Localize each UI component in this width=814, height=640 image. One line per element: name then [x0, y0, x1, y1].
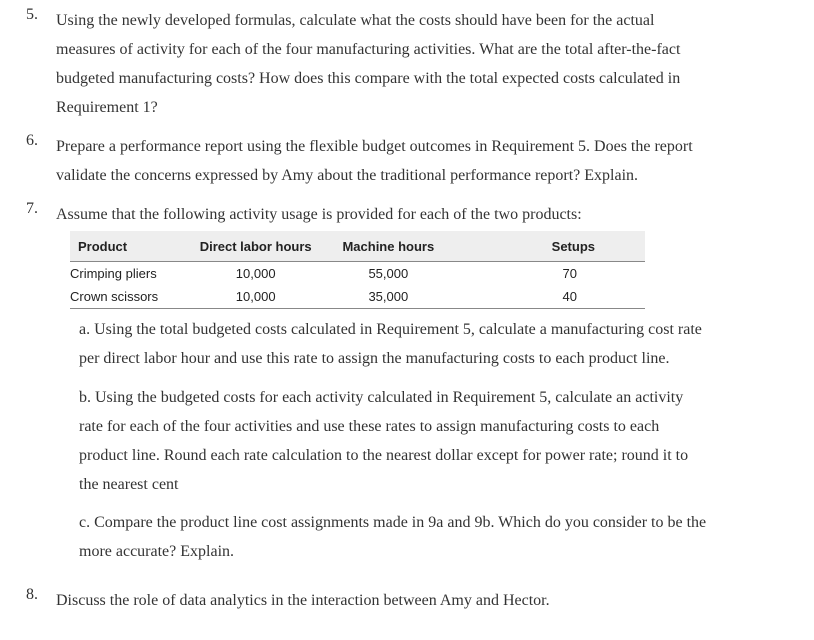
- table-header-row: [70, 231, 645, 262]
- subquestion-text-line: c. Compare the product line cost assignments made in 9a and 9b. Which do you consider to be the: [79, 514, 707, 531]
- subquestion-text-line: rate for each of the four activities and use these rates to assign manufacturing costs to each: [79, 418, 660, 435]
- question-number: 8.: [26, 586, 38, 603]
- question-text-line: Requirement 1?: [56, 99, 158, 116]
- cell-product: Crimping pliers: [70, 266, 157, 281]
- column-header-machine-hours: Machine hours: [322, 231, 454, 262]
- cell-machine-hours: 35,000: [322, 285, 454, 309]
- question-text-line: measures of activity for each of the four manufacturing activities. What are the total after-the-fact: [56, 41, 681, 58]
- cell-machine-hours: 55,000: [368, 266, 409, 281]
- question-number: 6.: [26, 132, 38, 149]
- cell-direct-labor-hours: 10,000: [189, 285, 323, 309]
- question-text-line: budgeted manufacturing costs? How does this compare with the total expected costs calculated in: [56, 70, 681, 87]
- question-text-line: Prepare a performance report using the flexible budget outcomes in Requirement 5. Does the report: [56, 138, 693, 155]
- subquestion-text-line: per direct labor hour and use this rate to assign the manufacturing costs to each product line.: [79, 350, 670, 367]
- question-text-line: Assume that the following activity usage is provided for each of the two products:: [56, 206, 582, 223]
- column-header-direct-labor-hours: Direct labor hours: [189, 231, 323, 262]
- cell-direct-labor-hours: 10,000: [235, 266, 276, 281]
- subquestion-text-line: b. Using the budgeted costs for each activity calculated in Requirement 5, calculate an activity: [79, 389, 684, 406]
- subquestion-text-line: product line. Round each rate calculation to the nearest dollar except for power rate; round it to: [79, 447, 689, 464]
- table-row: [70, 285, 645, 309]
- subquestion-b: [79, 383, 799, 499]
- question-text-line: Discuss the role of data analytics in the interaction between Amy and Hector.: [56, 592, 550, 609]
- subquestion-text-line: a. Using the total budgeted costs calculated in Requirement 5, calculate a manufacturing cost rate: [79, 321, 702, 338]
- question-text-line: validate the concerns expressed by Amy about the traditional performance report? Explain.: [56, 167, 639, 184]
- activity-usage-table: [70, 231, 645, 309]
- subquestion-a: [79, 315, 799, 373]
- cell-setups: 70: [562, 266, 577, 281]
- question-number: 5.: [26, 6, 38, 23]
- cell-setups: 40: [454, 285, 645, 309]
- cell-product: Crown scissors: [70, 285, 189, 309]
- column-header-product: Product: [70, 231, 189, 262]
- subquestion-text-line: the nearest cent: [79, 476, 179, 493]
- question-text-line: Using the newly developed formulas, calculate what the costs should have been for the actual: [56, 12, 655, 29]
- subquestion-text-line: more accurate? Explain.: [79, 543, 235, 560]
- column-header-setups: Setups: [454, 231, 645, 262]
- table-row: [70, 262, 645, 286]
- subquestion-c: [79, 508, 799, 566]
- question-number: 7.: [26, 200, 38, 217]
